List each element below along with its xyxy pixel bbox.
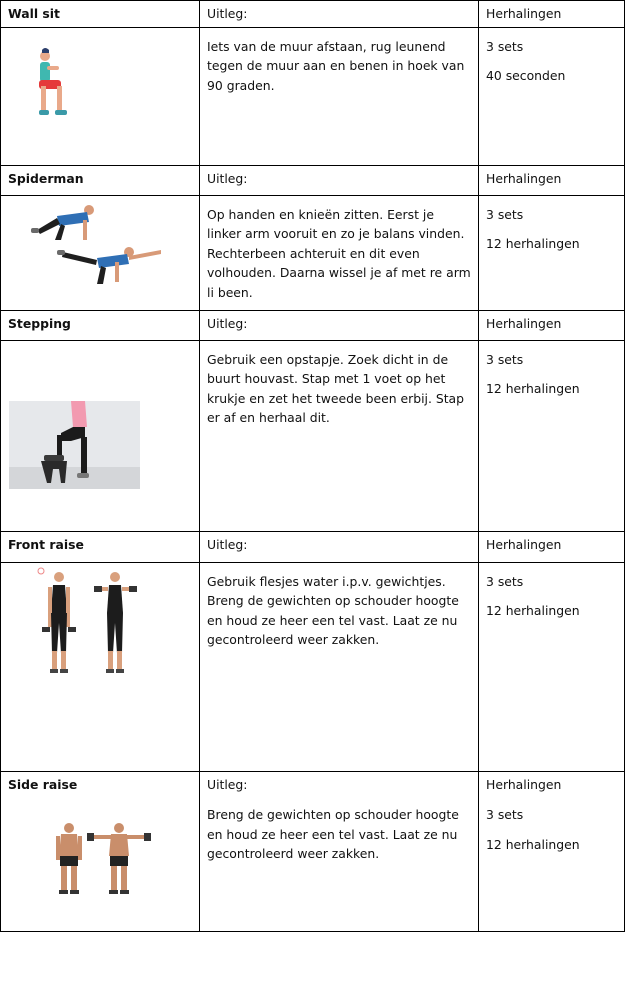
reps-text: 12 herhalingen	[486, 603, 580, 618]
exercise-name: Wall sit	[1, 1, 200, 28]
reps-text: 40 seconden	[486, 68, 566, 83]
exercise-reps	[479, 771, 625, 931]
content-row-front-raise	[1, 562, 625, 771]
reps-text: 12 herhalingen	[486, 381, 580, 396]
row-side-raise	[1, 771, 625, 931]
header-row-stepping	[1, 310, 625, 340]
exercise-reps	[479, 340, 625, 531]
reps-text: 12 herhalingen	[486, 836, 580, 852]
stepping-illustration	[1, 340, 200, 531]
exercise-description: Gebruik een opstapje. Zoek dicht in de buurt houvast. Stap met 1 voet op het krukje en zet het tweede been erbij. Stap er af en herhaal dit.	[200, 340, 479, 531]
step-up-photo-icon	[1, 341, 200, 532]
bird-dog-figures-icon	[1, 196, 200, 311]
sets-text: 3 sets	[486, 206, 524, 222]
exercise-description: Uitleg: Breng de gewichten op schouder hoogte en houd ze heer een tel vast. Laat ze nu gecontroleerd weer zakken.	[200, 771, 479, 931]
front-raise-illustration	[1, 562, 200, 771]
side-raise-figures-icon	[1, 772, 200, 932]
header-row-spiderman	[1, 165, 625, 195]
herhalingen-header: Herhalingen	[479, 1, 625, 28]
sets-text: 3 sets	[486, 351, 524, 367]
header-row-wall-sit	[1, 1, 625, 28]
spiderman-illustration	[1, 195, 200, 310]
exercise-description: Op handen en knieën zitten. Eerst je linker arm vooruit en zo je balans vinden. Rechterbeen achteruit en dit even volhouden. Daarna wissel je af met re arm li been.	[200, 195, 479, 310]
uitleg-header: Uitleg:	[200, 1, 479, 28]
exercise-description: Iets van de muur afstaan, rug leunend tegen de muur aan en benen in hoek van 90 graden.	[200, 27, 479, 165]
uitleg-header: Uitleg:	[200, 310, 479, 340]
exercise-name: Spiderman	[1, 165, 200, 195]
wall-sit-figure-icon	[1, 28, 200, 166]
content-row-wall-sit	[1, 27, 625, 165]
reps-text: 12 herhalingen	[486, 236, 580, 251]
herhalingen-header: Herhalingen	[479, 165, 625, 195]
uitleg-header: Uitleg:	[200, 531, 479, 562]
content-row-spiderman	[1, 195, 625, 310]
exercise-reps	[479, 195, 625, 310]
header-row-front-raise	[1, 531, 625, 562]
sets-text: 3 sets	[486, 38, 524, 54]
exercise-reps	[479, 27, 625, 165]
exercise-name: Stepping	[1, 310, 200, 340]
herhalingen-header: Herhalingen	[479, 531, 625, 562]
content-row-stepping	[1, 340, 625, 531]
uitleg-header: Uitleg:	[207, 776, 248, 792]
exercise-name: Side raise	[8, 776, 78, 792]
uitleg-header: Uitleg:	[200, 165, 479, 195]
side-raise-illustration	[1, 771, 200, 931]
herhalingen-header: Herhalingen	[486, 776, 562, 792]
wall-sit-illustration	[1, 27, 200, 165]
herhalingen-header: Herhalingen	[479, 310, 625, 340]
front-raise-figures-icon	[1, 563, 200, 772]
exercise-reps	[479, 562, 625, 771]
sets-text: 3 sets	[486, 807, 524, 822]
sets-text: 3 sets	[486, 573, 524, 589]
exercise-description: Gebruik flesjes water i.p.v. gewichtjes. Breng de gewichten op schouder hoogte en houd ze heer een tel vast. Laat ze nu gecontroleerd weer zakken.	[200, 562, 479, 771]
exercise-name: Front raise	[1, 531, 200, 562]
